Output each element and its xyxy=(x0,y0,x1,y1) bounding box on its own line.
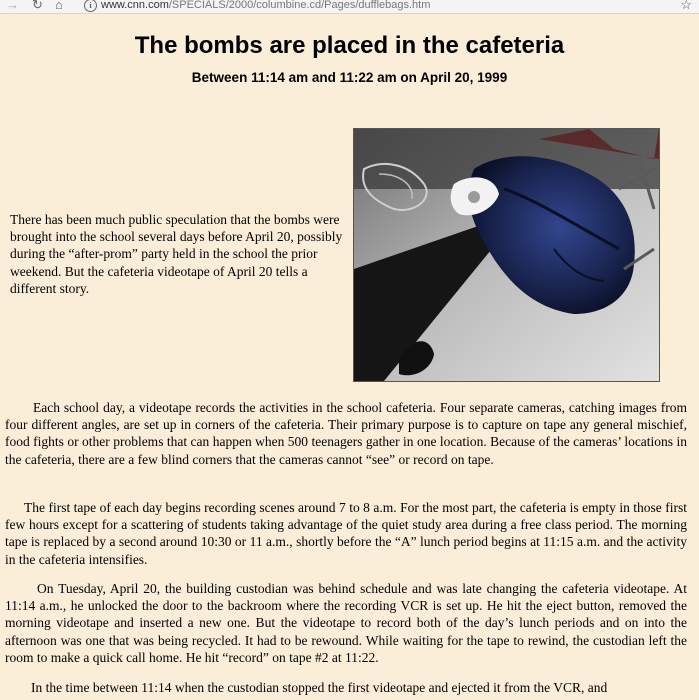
body-paragraph-2: The first tape of each day begins recording scenes around 7 to 8 a.m. For the most part, the cafeteria is empty in those first few hours except for a scattering of students taking advantage of the quiet study area during a free class period. The morning tape is replaced by a second around 10:30 or 11 a.m., shortly before the “A” lunch period begins at 11:15 a.m. and the activity in the cafeteria intensifies. xyxy=(5,500,687,567)
article-page xyxy=(0,14,699,700)
url-host: www.cnn.com xyxy=(101,0,169,11)
url-path: /SPECIALS/2000/columbine.cd/Pages/dufflebags.htm xyxy=(168,0,431,11)
home-icon[interactable]: ⌂ xyxy=(55,0,63,12)
address-bar[interactable] xyxy=(101,0,430,11)
page-title: The bombs are placed in the cafeteria xyxy=(134,32,565,59)
duffle-bag-photo xyxy=(353,128,660,382)
bookmark-star-icon[interactable]: ☆ xyxy=(680,0,692,12)
body-paragraph-3: On Tuesday, April 20, the building custodian was behind schedule and was late changing the cafeteria videotape. At 11:14 a.m., he unlocked the door to the backroom where the recording VCR is set up. He hit the eject button, removed the morning videotape and inserted a new one. But the videotape to record both of the day’s lunch periods and on into the afternoon was one that was being recycled. It had to be rewound. While waiting for the tape to rewind, the custodian left the room to make a quick call home. He hit “record” on tape #2 at 11:22. xyxy=(5,581,687,665)
reload-icon[interactable]: ↻ xyxy=(32,0,43,12)
page-subtitle: Between 11:14 am and 11:22 am on April 20, 1999 xyxy=(191,70,508,85)
body-paragraph-4: In the time between 11:14 when the custodian stopped the first videotape and ejected it from the VCR, and xyxy=(31,680,608,695)
body-paragraph-1: Each school day, a videotape records the activities in the school cafeteria. Four separate cameras, catching images from four different angles, are set up in corners of the cafeteria. Their primary purpose is to capture on tape any general mischief, food fights or other problems that can happen when 500 teenagers gather in one location. Because of the cameras’ locations in the cafeteria, there are a few blind corners that the cameras cannot “see” or record on tape. xyxy=(5,400,687,467)
forward-icon[interactable]: → xyxy=(6,0,19,12)
intro-paragraph: There has been much public speculation that the bombs were brought into the school several days before April 20, possibly during the “after-prom” party held in the school the prior weekend. But the cafeteria videotape of April 20 tells a different story. xyxy=(10,212,343,296)
info-icon[interactable]: i xyxy=(84,0,97,12)
browser-toolbar xyxy=(0,0,699,14)
